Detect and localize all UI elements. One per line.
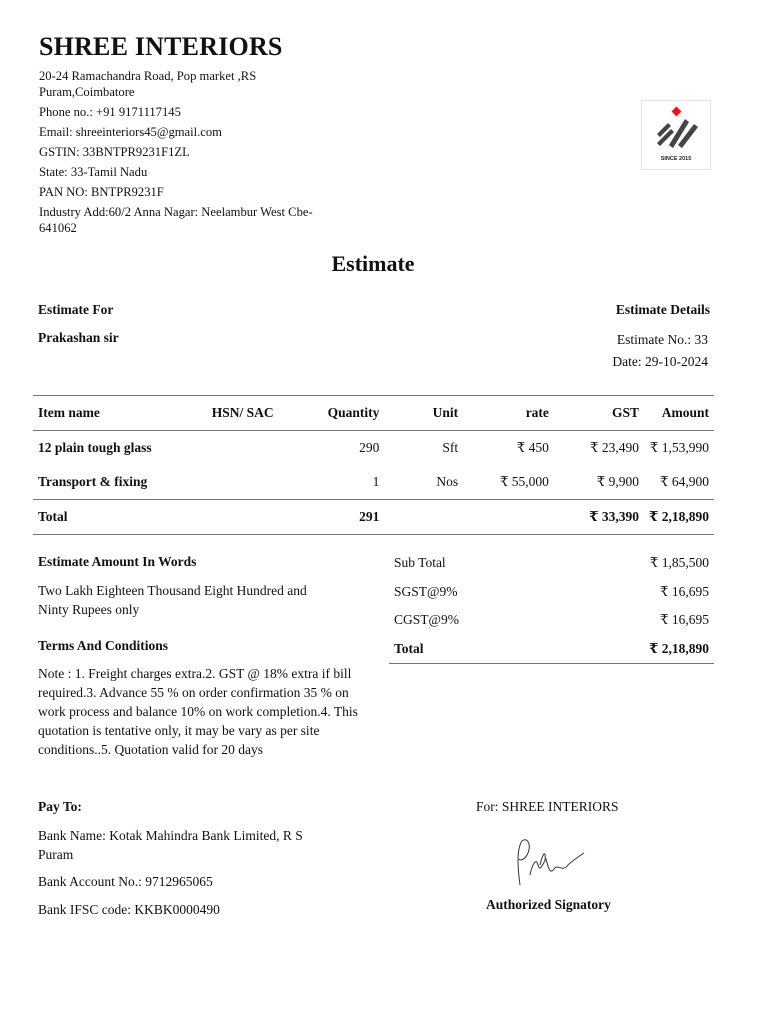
cgst-value: ₹ 16,695 (659, 612, 709, 628)
item-gst: ₹ 23,490 (589, 440, 639, 455)
amount-in-words-label: Estimate Amount In Words (38, 554, 197, 569)
item-name: Transport & fixing (38, 474, 148, 489)
items-table (33, 395, 714, 535)
item-unit: Sft (442, 440, 459, 455)
logo-icon (642, 101, 710, 169)
item-unit: Nos (436, 474, 459, 489)
company-industry-address: Industry Add:60/2 Anna Nagar: Neelambur West Cbe-641062 (39, 205, 313, 235)
company-info (39, 68, 339, 240)
logo-accent-diamond (672, 107, 682, 117)
terms-text: Note : 1. Freight charges extra.2. GST @ 18% extra if bill required.3. Advance 55 % on order confirmation 35 % on work process and balance 10% on work completion.4. This quotation is tentative only, it may be vary as per site conditions..5. Quotation valid for 20 days (38, 666, 358, 757)
cgst-row (389, 606, 714, 635)
company-address: 20-24 Ramachandra Road, Pop market ,RS Puram,Coimbatore (39, 69, 257, 99)
logo-text: SINCE 2015 (660, 156, 692, 162)
company-name: SHREE INTERIORS (39, 32, 283, 61)
sgst-value: ₹ 16,695 (659, 583, 709, 599)
document-title: Estimate (331, 251, 415, 276)
summary-total-label: Total (394, 640, 424, 656)
summary-total-value: ₹ 2,18,890 (648, 640, 709, 656)
company-phone: Phone no.: +91 9171117145 (39, 105, 181, 119)
bank-name: Bank Name: Kotak Mahindra Bank Limited, R S Puram (38, 828, 303, 862)
header-hsn-sac: HSN/ SAC (211, 405, 274, 420)
company-gstin: GSTIN: 33BNTPR9231F1ZL (39, 145, 190, 159)
header-amount: Amount (661, 405, 709, 420)
bank-account-number: Bank Account No.: 9712965065 (38, 874, 213, 889)
sgst-label: SGST@9% (394, 583, 458, 599)
table-row (33, 465, 714, 500)
company-email: Email: shreeinteriors45@gmail.com (39, 125, 222, 139)
total-amount: ₹ 2,18,890 (648, 509, 709, 524)
header-quantity: Quantity (327, 405, 380, 420)
company-state: State: 33-Tamil Nadu (39, 165, 148, 179)
terms-label: Terms And Conditions (38, 638, 169, 653)
estimate-for-label: Estimate For (38, 302, 114, 317)
item-quantity: 290 (359, 440, 380, 455)
header-item-name: Item name (38, 405, 100, 420)
table-total-row (33, 500, 714, 535)
customer-name: Prakashan sir (38, 330, 119, 345)
table-row (33, 431, 714, 466)
total-label: Total (38, 509, 68, 524)
table-header-row (33, 396, 714, 431)
item-hsn-sac (207, 431, 294, 466)
summary-total-row (389, 635, 714, 665)
company-pan: PAN NO: BNTPR9231F (39, 185, 164, 199)
estimate-number: Estimate No.: 33 (616, 332, 708, 347)
header-rate: rate (525, 405, 549, 420)
pay-to-label: Pay To: (38, 799, 82, 814)
item-gst: ₹ 9,900 (596, 474, 639, 489)
sgst-row (389, 578, 714, 607)
item-amount: ₹ 64,900 (659, 474, 709, 489)
item-quantity: 1 (372, 474, 380, 489)
item-amount: ₹ 1,53,990 (649, 440, 709, 455)
sub-total-row (389, 549, 714, 578)
amount-in-words-text: Two Lakh Eighteen Thousand Eight Hundred and Ninty Rupees only (38, 583, 307, 617)
item-rate: ₹ 450 (516, 440, 549, 455)
total-quantity: 291 (359, 509, 380, 524)
estimate-details-label: Estimate Details (615, 302, 710, 317)
total-gst: ₹ 33,390 (589, 509, 639, 524)
item-rate: ₹ 55,000 (499, 474, 549, 489)
estimate-date: Date: 29-10-2024 (612, 354, 708, 369)
sub-total-value: ₹ 1,85,500 (649, 555, 709, 571)
item-name: 12 plain tough glass (38, 440, 152, 455)
summary-panel (389, 549, 714, 664)
company-logo (641, 100, 711, 170)
for-company: For: SHREE INTERIORS (476, 799, 619, 814)
signature-image (510, 835, 590, 890)
bank-ifsc-code: Bank IFSC code: KKBK0000490 (38, 902, 220, 917)
cgst-label: CGST@9% (394, 612, 459, 628)
header-gst: GST (611, 405, 639, 420)
header-unit: Unit (432, 405, 459, 420)
item-hsn-sac (207, 465, 294, 500)
sub-total-label: Sub Total (394, 555, 446, 571)
authorized-signatory-label: Authorized Signatory (486, 897, 611, 912)
